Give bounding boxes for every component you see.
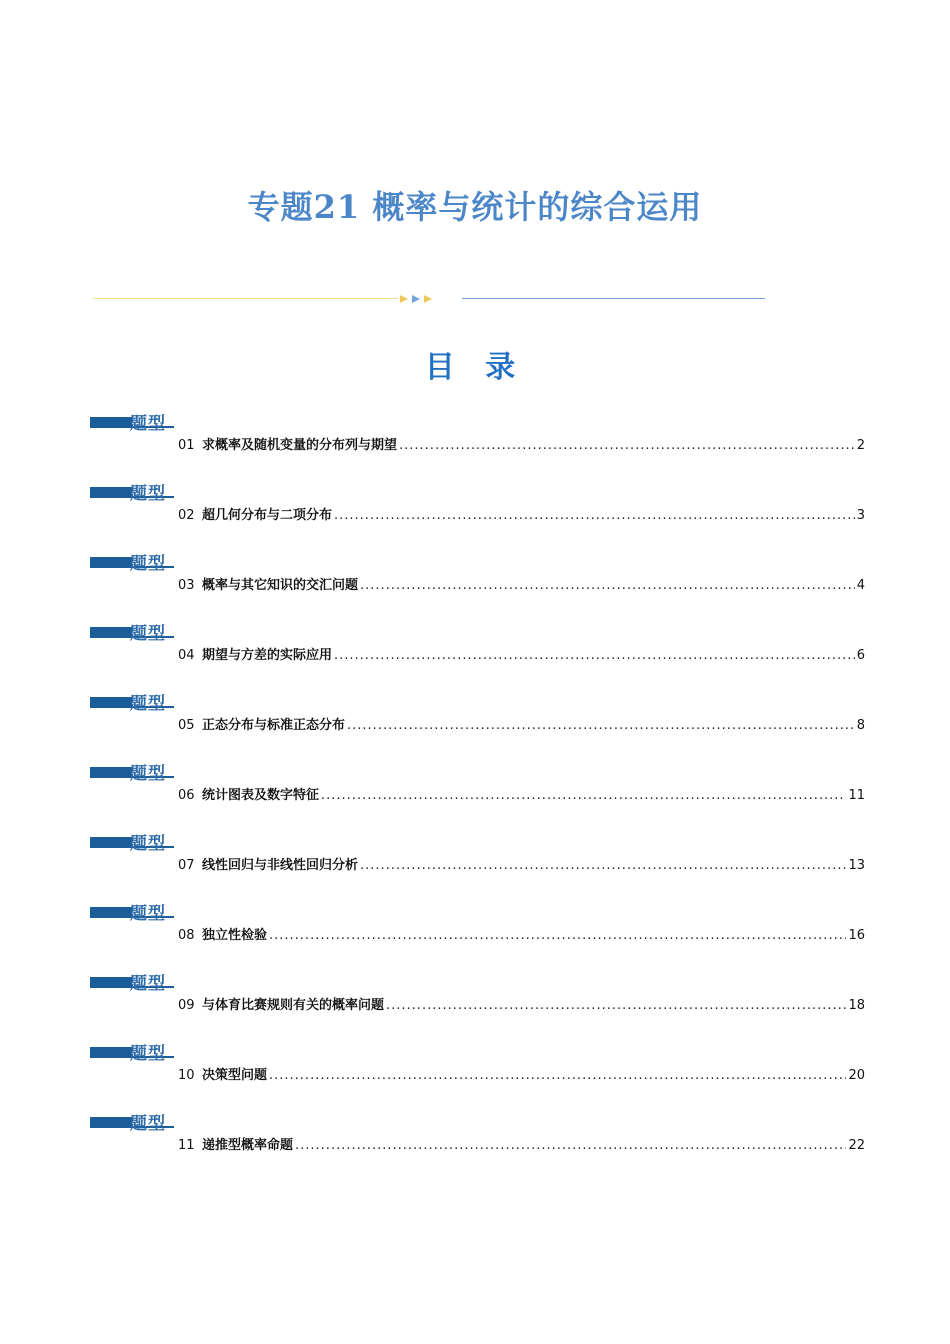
toc-leader-dots <box>321 788 846 803</box>
toc-text[interactable]: 概率与其它知识的交汇问题 <box>202 578 359 593</box>
toc-number: 11 <box>178 1138 195 1153</box>
badge-bar <box>90 487 132 496</box>
toc-entry[interactable] <box>90 1111 865 1163</box>
badge-bar <box>90 627 132 636</box>
toc-leader-dots <box>269 1068 846 1083</box>
toc-entry[interactable] <box>90 761 865 813</box>
toc-number: 04 <box>178 648 195 663</box>
toc-text[interactable]: 统计图表及数字特征 <box>202 788 320 803</box>
toc-text[interactable]: 递推型概率命题 <box>202 1138 294 1153</box>
badge-bar <box>90 1047 132 1056</box>
badge-label: 题型 <box>130 904 166 924</box>
toc-page-number: 3 <box>856 508 865 523</box>
toc-leader-dots <box>399 438 855 453</box>
toc-number: 06 <box>178 788 195 803</box>
question-type-badge <box>90 691 174 714</box>
badge-label: 题型 <box>130 694 166 714</box>
badge-label: 题型 <box>130 414 166 434</box>
badge-bar <box>90 1117 132 1126</box>
toc-page-number: 22 <box>848 1138 865 1153</box>
toc-page-number: 4 <box>856 578 865 593</box>
toc-line[interactable] <box>178 854 865 873</box>
toc-line[interactable] <box>178 994 865 1013</box>
toc-heading: 目 录 <box>424 350 526 385</box>
question-type-badge <box>90 1041 174 1064</box>
toc-text[interactable]: 期望与方差的实际应用 <box>202 648 333 663</box>
toc-text[interactable]: 独立性检验 <box>202 928 268 943</box>
toc-text[interactable]: 求概率及随机变量的分布列与期望 <box>202 438 398 453</box>
toc-number: 08 <box>178 928 195 943</box>
toc-page-number: 8 <box>856 718 865 733</box>
question-type-badge <box>90 551 174 574</box>
toc-leader-dots <box>347 718 855 733</box>
toc-line[interactable] <box>178 1064 865 1083</box>
toc-entry[interactable] <box>90 621 865 673</box>
badge-bar <box>90 697 132 706</box>
divider-line-right <box>462 298 765 299</box>
toc-line[interactable] <box>178 924 865 943</box>
toc-leader-dots <box>386 998 846 1013</box>
toc-leader-dots <box>295 1138 846 1153</box>
toc-number: 07 <box>178 858 195 873</box>
badge-label: 题型 <box>130 554 166 574</box>
toc-leader-dots <box>269 928 846 943</box>
toc-number: 03 <box>178 578 195 593</box>
toc-number: 02 <box>178 508 195 523</box>
question-type-badge <box>90 901 174 924</box>
toc-leader-dots <box>334 648 855 663</box>
question-type-badge <box>90 761 174 784</box>
question-type-badge <box>90 1111 174 1134</box>
toc-page-number: 18 <box>848 998 865 1013</box>
question-type-badge <box>90 411 174 434</box>
toc-page-number: 2 <box>856 438 865 453</box>
toc-leader-dots <box>360 858 846 873</box>
question-type-badge <box>90 971 174 994</box>
divider-line-left <box>93 298 398 299</box>
badge-label: 题型 <box>130 624 166 644</box>
toc-number: 01 <box>178 438 195 453</box>
badge-bar <box>90 417 132 426</box>
badge-bar <box>90 837 132 846</box>
badge-label: 题型 <box>130 834 166 854</box>
toc-text[interactable]: 线性回归与非线性回归分析 <box>202 858 359 873</box>
badge-label: 题型 <box>130 1114 166 1134</box>
badge-label: 题型 <box>130 974 166 994</box>
toc-number: 05 <box>178 718 195 733</box>
badge-bar <box>90 557 132 566</box>
toc-text[interactable]: 决策型问题 <box>202 1068 268 1083</box>
toc-page-number: 20 <box>848 1068 865 1083</box>
toc-page-number: 13 <box>848 858 865 873</box>
toc-entry[interactable] <box>90 691 865 743</box>
badge-label: 题型 <box>130 1044 166 1064</box>
toc-text[interactable]: 正态分布与标准正态分布 <box>202 718 346 733</box>
toc-text[interactable]: 超几何分布与二项分布 <box>202 508 333 523</box>
badge-label: 题型 <box>130 484 166 504</box>
toc-leader-dots <box>360 578 855 593</box>
toc-page-number: 16 <box>848 928 865 943</box>
toc-line[interactable] <box>178 574 865 593</box>
question-type-badge <box>90 621 174 644</box>
toc-leader-dots <box>334 508 855 523</box>
toc-line[interactable] <box>178 434 865 453</box>
badge-bar <box>90 767 132 776</box>
toc-line[interactable] <box>178 644 865 663</box>
title-divider <box>90 290 770 308</box>
toc-number: 09 <box>178 998 195 1013</box>
toc-entry[interactable] <box>90 411 865 463</box>
toc-line[interactable] <box>178 1134 865 1153</box>
question-type-badge <box>90 481 174 504</box>
toc-number: 10 <box>178 1068 195 1083</box>
badge-label: 题型 <box>130 764 166 784</box>
badge-bar <box>90 977 132 986</box>
toc-text[interactable]: 与体育比赛规则有关的概率问题 <box>202 998 385 1013</box>
question-type-badge <box>90 831 174 854</box>
toc-page-number: 6 <box>856 648 865 663</box>
toc-entry[interactable] <box>90 901 865 953</box>
toc-entry[interactable] <box>90 551 865 603</box>
toc-entry[interactable] <box>90 831 865 883</box>
toc-page-number: 11 <box>848 788 865 803</box>
toc-entry[interactable] <box>90 481 865 533</box>
triple-arrow-icon <box>400 293 440 305</box>
document-title: 专题21 概率与统计的综合运用 <box>247 188 703 226</box>
toc-entry[interactable] <box>90 971 865 1023</box>
badge-bar <box>90 907 132 916</box>
toc-line[interactable] <box>178 714 865 733</box>
toc-line[interactable] <box>178 504 865 523</box>
toc-line[interactable] <box>178 784 865 803</box>
toc-entry[interactable] <box>90 1041 865 1093</box>
